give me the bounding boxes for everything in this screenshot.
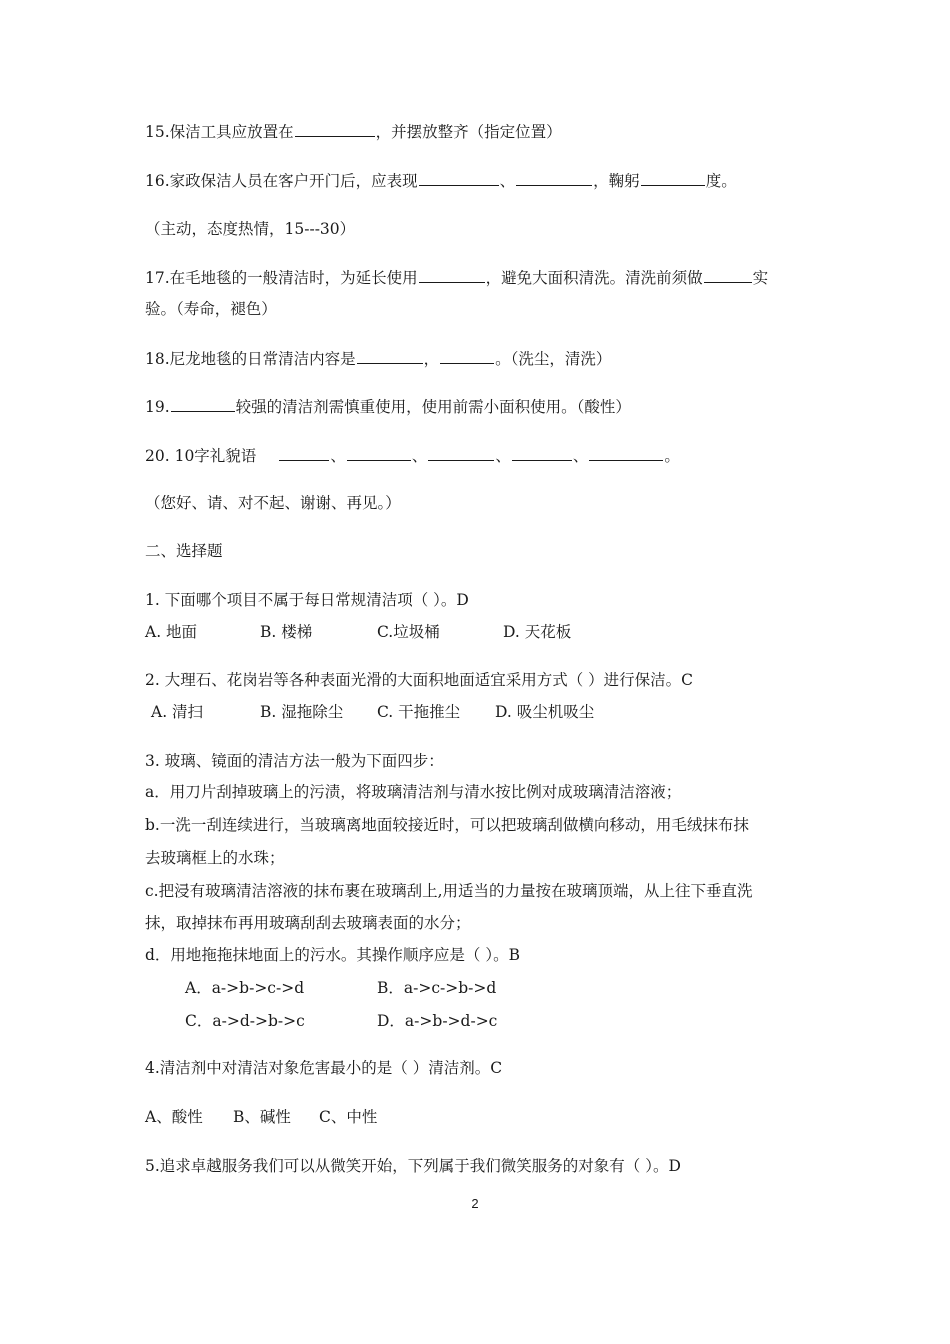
question-18: 18.尼龙地毯的日常清洁内容是 ， 。（洗尘，清洗） [145, 350, 612, 368]
answer-blank[interactable] [419, 170, 499, 186]
mc-question-4: 4.清洁剂中对清洁对象危害最小的是（ ）清洁剂。C [145, 1059, 503, 1077]
mc-question-1: 1. 下面哪个项目不属于每日常规清洁项（ ）。D [145, 591, 469, 609]
answer-blank[interactable] [279, 445, 329, 461]
mc-question-3-step-b: b.一洗一刮连续进行，当玻璃离地面较接近时，可以把玻璃刮做横向移动，用毛绒抹布抹 [145, 816, 749, 834]
question-15: 15.保洁工具应放置在 ，并摆放整齐（指定位置） [145, 123, 562, 141]
answer-blank[interactable] [171, 396, 235, 412]
mc-question-3-step-b-cont: 去玻璃框上的水珠； [145, 849, 285, 867]
section-title: 二、选择题 [145, 542, 223, 560]
option-d: D．a->b->d->c [377, 1012, 498, 1030]
mc-question-3-step-d: d．用地拖拖抹地面上的污水。其操作顺序应是（ ）。B [145, 946, 520, 964]
answer-blank[interactable] [589, 445, 663, 461]
option-d: D. 天花板 [503, 623, 572, 641]
answer-blank[interactable] [419, 267, 485, 283]
answer-blank[interactable] [347, 445, 411, 461]
option-a: A、酸性 [145, 1108, 203, 1126]
answer-blank[interactable] [516, 170, 592, 186]
page-number: 2 [471, 1196, 479, 1211]
option-c: C、中性 [319, 1108, 378, 1126]
option-b: B．a->c->b->d [377, 979, 497, 997]
mc-question-5: 5.追求卓越服务我们可以从微笑开始，下列属于我们微笑服务的对象有（ ）。D [145, 1157, 681, 1175]
question-20-answer: （您好、请、对不起、谢谢、再见。） [145, 494, 401, 512]
option-b: B. 湿拖除尘 [260, 703, 344, 721]
mc-question-3-step-c-cont: 抹，取掉抹布再用玻璃刮刮去玻璃表面的水分； [145, 914, 471, 932]
option-c: C.垃圾桶 [377, 623, 440, 641]
question-17: 17.在毛地毯的一般清洁时，为延长使用 ，避免大面积清洗。清洗前须做 实 [145, 269, 769, 287]
mc-question-2: 2. 大理石、花岗岩等各种表面光滑的大面积地面适宜采用方式（ ）进行保洁。C [145, 671, 694, 689]
question-17-continued: 验。（寿命，褪色） [145, 300, 277, 318]
question-16-answer: （主动，态度热情，15---30） [145, 220, 356, 238]
option-a: A. 清扫 [151, 703, 204, 721]
answer-blank[interactable] [512, 445, 572, 461]
option-d: D. 吸尘机吸尘 [495, 703, 595, 721]
mc-question-3: 3. 玻璃、镜面的清洁方法一般为下面四步： [145, 752, 444, 770]
question-16: 16.家政保洁人员在客户开门后，应表现 、 ，鞠躬 度。 [145, 172, 737, 190]
option-b: B. 楼梯 [260, 623, 313, 641]
option-c: C. 干拖推尘 [377, 703, 461, 721]
answer-blank[interactable] [641, 170, 705, 186]
option-a: A．a->b->c->d [185, 979, 305, 997]
question-20: 20. 10字礼貌语 、 、 、 、 。 [145, 447, 680, 465]
option-a: A. 地面 [145, 623, 198, 641]
option-b: B、碱性 [233, 1108, 291, 1126]
mc-question-3-step-c: c.把浸有玻璃清洁溶液的抹布裹在玻璃刮上,用适当的力量按在玻璃顶端，从上往下垂直洗 [145, 882, 753, 900]
answer-blank[interactable] [357, 348, 423, 364]
answer-blank[interactable] [704, 267, 752, 283]
answer-blank[interactable] [440, 348, 494, 364]
mc-question-3-step-a: a．用刀片刮掉玻璃上的污渍，将玻璃清洁剂与清水按比例对成玻璃清洁溶液； [145, 783, 682, 801]
answer-blank[interactable] [295, 121, 375, 137]
question-19: 19. 较强的清洁剂需慎重使用，使用前需小面积使用。（酸性） [145, 398, 631, 416]
answer-blank[interactable] [428, 445, 494, 461]
option-c: C．a->d->b->c [185, 1012, 305, 1030]
